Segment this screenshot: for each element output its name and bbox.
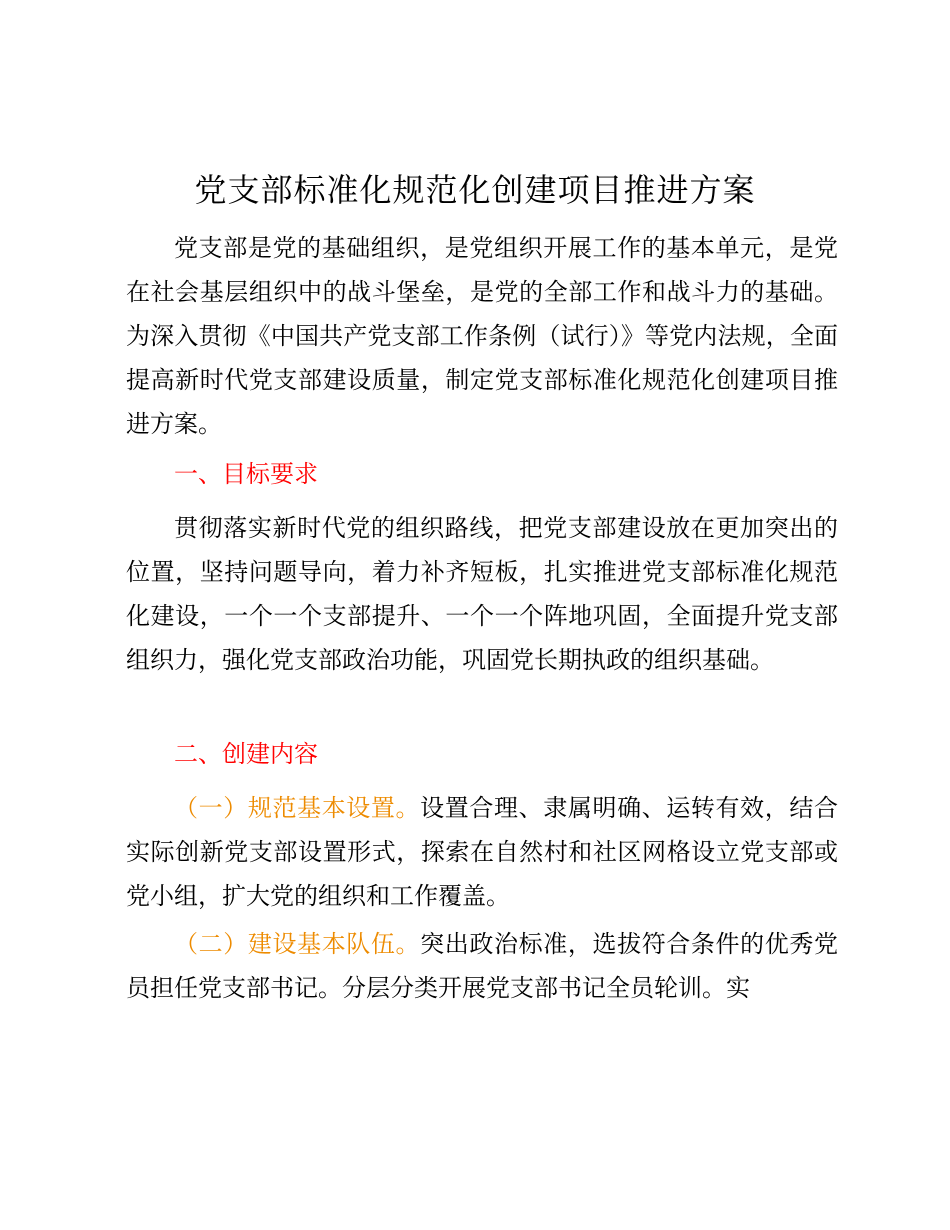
content-item-1 bbox=[126, 786, 838, 918]
content-item-2 bbox=[126, 922, 838, 1010]
content-item-1-text: 设置合理、隶属明确、运转有效，结合实际创新党支部设置形式，探索在自然村和社区网格设立党支部或党小组，扩大党的组织和工作覆盖。 bbox=[126, 794, 839, 910]
content-item-1-label: （一）规范基本设置。 bbox=[174, 794, 421, 822]
content-item-2-label: （二）建设基本队伍。 bbox=[174, 930, 421, 958]
content-item-2-text: 突出政治标准，选拔符合条件的优秀党员担任党支部书记。分层分类开展党支部书记全员轮训。实 bbox=[126, 930, 839, 1002]
section-heading-goals: 一、目标要求 bbox=[174, 460, 318, 488]
document-title: 党支部标准化规范化创建项目推进方案 bbox=[194, 171, 756, 209]
intro-paragraph: 党支部是党的基础组织，是党组织开展工作的基本单元，是党在社会基层组织中的战斗堡垒，是党的全部工作和战斗力的基础。为深入贯彻《中国共产党支部工作条例（试行）》等党内法规，全面提高新时代党支部建设质量，制定党支部标准化规范化创建项目推进方案。 bbox=[126, 234, 838, 438]
goals-paragraph: 贯彻落实新时代党的组织路线，把党支部建设放在更加突出的位置，坚持问题导向，着力补齐短板，扎实推进党支部标准化规范化建设，一个一个支部提升、一个一个阵地巩固，全面提升党支部组织力，强化党支部政治功能，巩固党长期执政的组织基础。 bbox=[126, 514, 838, 674]
section-heading-content: 二、创建内容 bbox=[174, 740, 318, 768]
